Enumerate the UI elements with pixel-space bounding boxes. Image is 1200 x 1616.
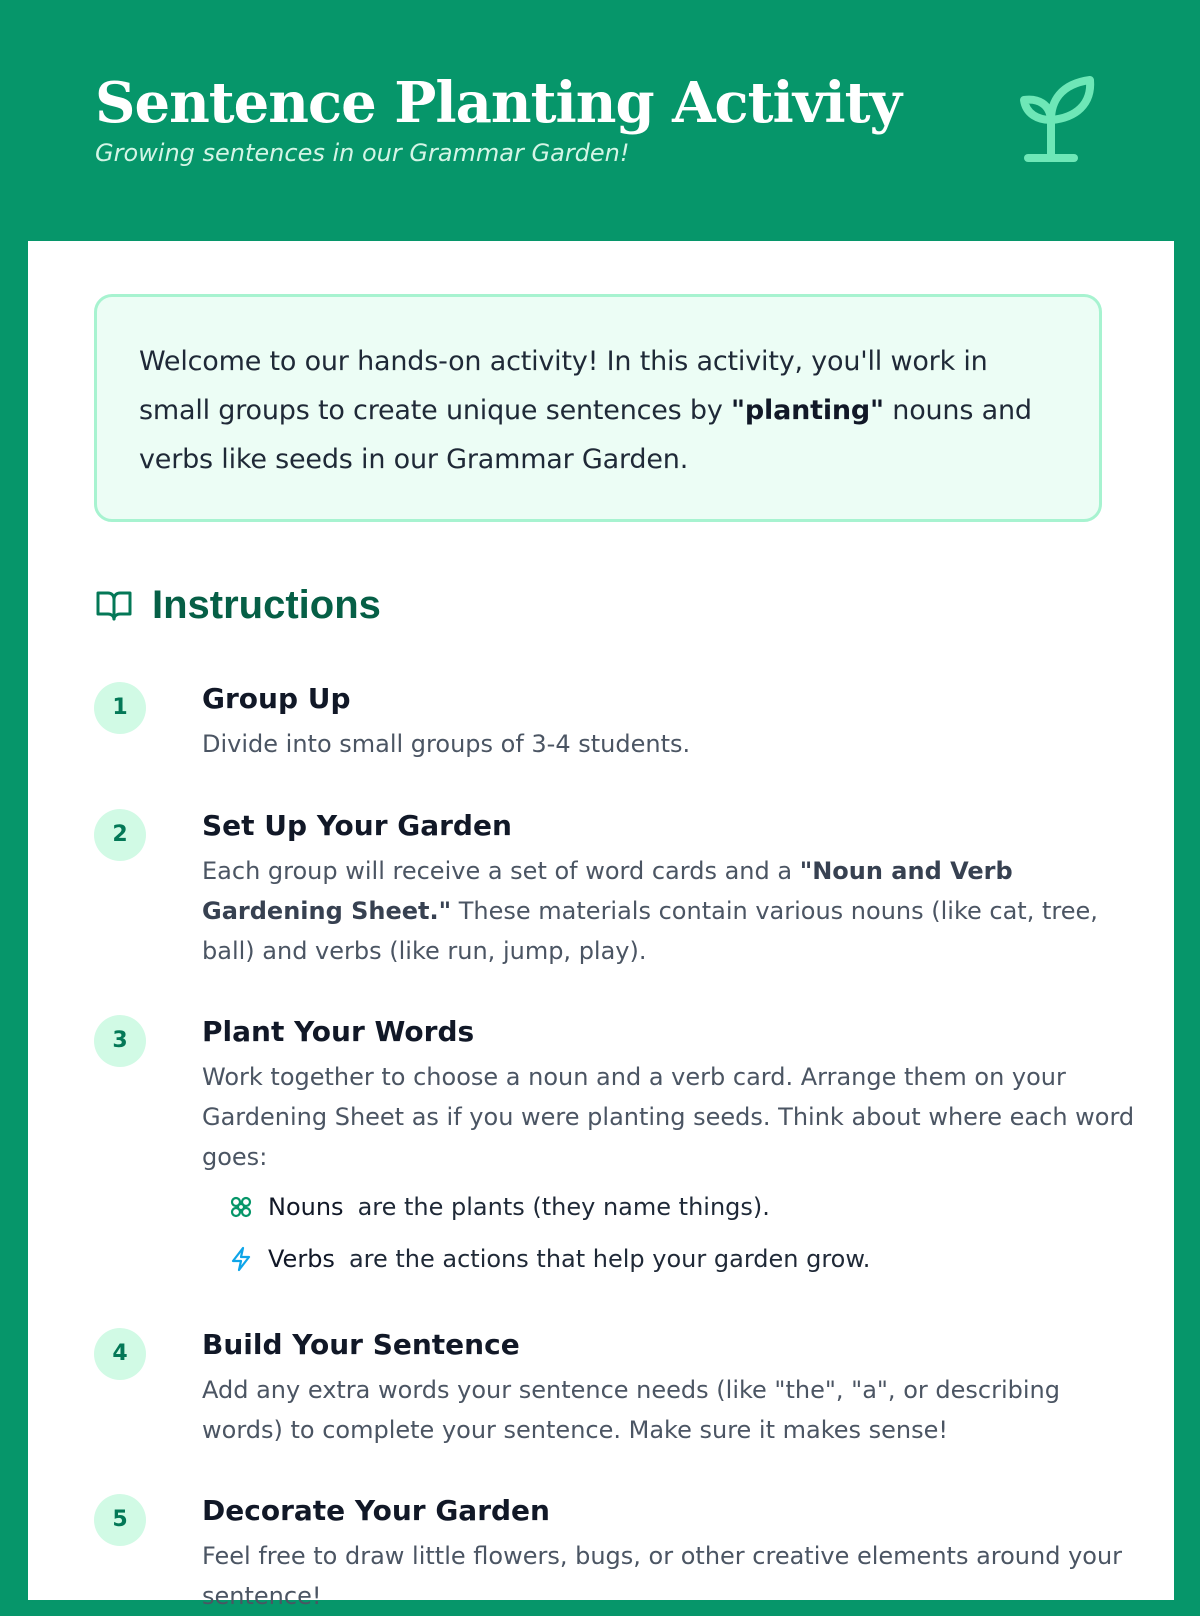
intro-text [139, 337, 1059, 484]
verbs-list-item [228, 1239, 870, 1279]
page-subtitle: Growing sentences in our Grammar Garden! [95, 139, 630, 167]
step-description [202, 851, 1142, 971]
nouns-term: Nouns [268, 1193, 344, 1221]
verbs-term: Verbs [268, 1245, 335, 1273]
book-open-icon [94, 585, 134, 625]
instructions-header [94, 581, 381, 629]
step-description-end: These materials contain various nouns (like cat, tree, ball) and verbs (like run, jump, play). [202, 897, 1098, 965]
step-number-badge: 2 [94, 809, 146, 861]
intro-box [94, 294, 1102, 522]
lightning-icon [228, 1246, 254, 1272]
nouns-explanation: are the plants (they name things). [357, 1193, 770, 1221]
step-number-badge: 1 [94, 682, 146, 734]
verbs-explanation: are the actions that help your garden grow. [348, 1245, 871, 1273]
step-description: Work together to choose a noun and a verb card. Arrange them on your Gardening Sheet as if you were planting seeds. Think about where each word goes: [202, 1063, 1135, 1171]
page-header [0, 0, 1200, 240]
intro-text-start: Welcome to our hands-on activity! In this activity, you'll work in small groups to create unique sentences by [139, 346, 988, 426]
sprout-icon [1008, 72, 1104, 168]
step-title: Build Your Sentence [202, 1328, 520, 1361]
intro-text-end: nouns and verbs like seeds in our Grammar Garden. [139, 395, 1032, 475]
step-title: Set Up Your Garden [202, 809, 512, 842]
step-description: Feel free to draw little flowers, bugs, or other creative elements around your sentence! [202, 1542, 1123, 1610]
step-title: Decorate Your Garden [202, 1494, 550, 1527]
step-title: Group Up [202, 682, 351, 715]
step-number-badge: 4 [94, 1328, 146, 1380]
step-description: Add any extra words your sentence needs (like "the", "a", or describing words) to complete your sentence. Make sure it makes sense! [202, 1376, 1060, 1444]
nouns-list-item [228, 1187, 770, 1227]
page-title: Sentence Planting Activity [95, 70, 902, 136]
step-description: Divide into small groups of 3-4 students. [202, 730, 691, 758]
activity-card [28, 241, 1174, 1610]
step-number-badge: 5 [94, 1494, 146, 1546]
gardening-sheet-name: "Noun and Verb Gardening Sheet." [202, 857, 1013, 925]
step-description-start: Each group will receive a set of word cards and a [202, 857, 800, 885]
flower-icon [228, 1194, 254, 1220]
step-number-badge: 3 [94, 1015, 146, 1067]
step-title: Plant Your Words [202, 1015, 475, 1048]
instructions-title: Instructions [152, 582, 381, 627]
intro-emphasis: "planting" [731, 395, 884, 426]
